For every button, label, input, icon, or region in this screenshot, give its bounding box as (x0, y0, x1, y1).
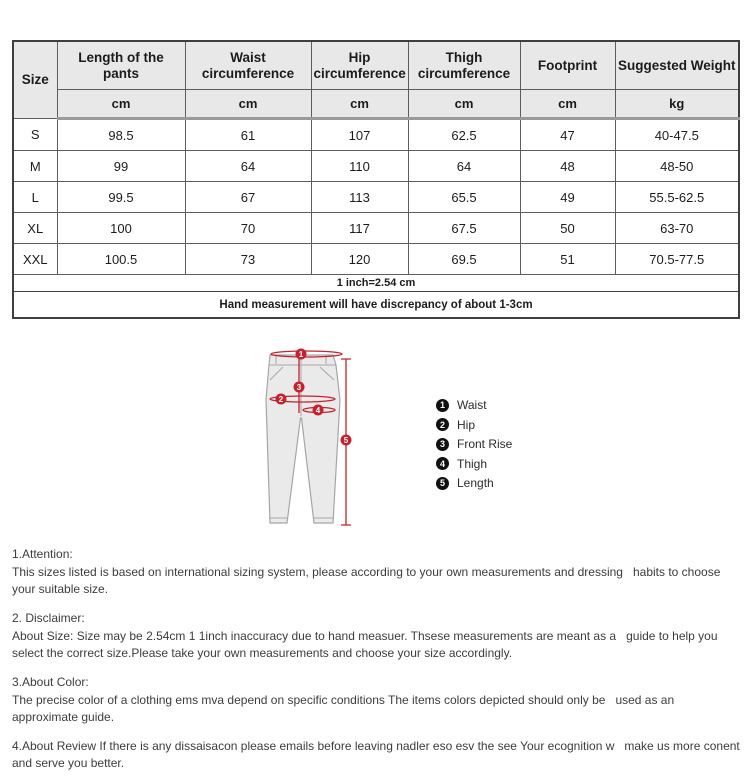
weight-cell: 55.5-62.5 (615, 182, 739, 213)
table-row-xxl (13, 244, 739, 275)
about-review-body: 4.About Review If there is any dissaisacon please emails before leaving nadler eso esv the see Your ecognition w make us more conent and serve you better. (12, 739, 744, 770)
pants-diagram-illustration (256, 342, 361, 537)
legend-item-thigh (436, 457, 512, 471)
legend-number-badge: 4 (436, 457, 449, 470)
hip-cell: 117 (311, 213, 408, 244)
table-note-inch-row (13, 275, 739, 292)
thigh-cell: 62.5 (408, 119, 520, 151)
waist-cell: 73 (185, 244, 311, 275)
waist-cell: 61 (185, 119, 311, 151)
hip-cell: 120 (311, 244, 408, 275)
notes-section (12, 546, 742, 784)
weight-cell: 40-47.5 (615, 119, 739, 151)
marker-1-waist: 1 (298, 349, 304, 359)
legend-item-front-rise (436, 437, 512, 451)
size-cell: XL (13, 213, 57, 244)
length-cell: 100.5 (57, 244, 185, 275)
footprint-cell: 51 (520, 244, 615, 275)
legend-number-badge: 1 (436, 399, 449, 412)
table-note-hand-row (13, 292, 739, 319)
table-row-xl (13, 213, 739, 244)
unit-cell: cm (57, 90, 185, 119)
footprint-cell: 48 (520, 151, 615, 182)
length-cell: 99 (57, 151, 185, 182)
size-cell: S (13, 119, 57, 151)
size-cell: M (13, 151, 57, 182)
waist-cell: 64 (185, 151, 311, 182)
weight-cell: 48-50 (615, 151, 739, 182)
legend-item-length (436, 476, 512, 490)
about-color-body: The precise color of a clothing ems mva depend on specific conditions The items colors depicted should only be used as an approximate guide. (12, 693, 678, 724)
length-cell: 98.5 (57, 119, 185, 151)
attention-section (12, 546, 742, 598)
marker-3-front-rise: 3 (296, 382, 302, 392)
waist-cell: 67 (185, 182, 311, 213)
unit-cell: kg (615, 90, 739, 119)
thigh-cell: 67.5 (408, 213, 520, 244)
legend-label: Front Rise (457, 437, 513, 451)
size-chart-table (12, 40, 740, 319)
marker-5-length: 5 (343, 435, 349, 445)
footprint-cell: 49 (520, 182, 615, 213)
inch-conversion-note: 1 inch=2.54 cm (13, 275, 739, 292)
legend-number-badge: 5 (436, 477, 449, 490)
footprint-cell: 50 (520, 213, 615, 244)
table-header-row (13, 41, 739, 90)
length-cell: 99.5 (57, 182, 185, 213)
unit-cell: cm (408, 90, 520, 119)
unit-cell: cm (520, 90, 615, 119)
unit-cell: cm (185, 90, 311, 119)
weight-cell: 63-70 (615, 213, 739, 244)
unit-cell: cm (311, 90, 408, 119)
hip-cell: 110 (311, 151, 408, 182)
hip-cell: 113 (311, 182, 408, 213)
table-row-s (13, 119, 739, 151)
measurement-legend (436, 398, 512, 496)
legend-item-waist (436, 398, 512, 412)
legend-item-hip (436, 418, 512, 432)
disclaimer-section (12, 610, 742, 662)
thigh-cell: 64 (408, 151, 520, 182)
marker-4-thigh: 4 (315, 405, 321, 415)
hand-measurement-note: Hand measurement will have discrepancy of about 1-3cm (13, 292, 739, 319)
table-row-m (13, 151, 739, 182)
about-color-section (12, 674, 742, 726)
column-header-weight: Suggested Weight (615, 41, 739, 90)
disclaimer-title: 2. Disclaimer: (12, 611, 85, 625)
disclaimer-body: About Size: Size may be 2.54cm 1 1inch inaccuracy due to hand measuer. Thsese measurements are meant as a guide to help you select the correct size.Please take your own measurements and choose your size accordingly. (12, 629, 721, 660)
legend-label: Thigh (457, 456, 488, 471)
column-header-footprint: Footprint (520, 41, 615, 90)
about-color-title: 3.About Color: (12, 675, 89, 689)
size-chart-section (12, 40, 740, 319)
column-header-thigh: Thigh circumference (408, 41, 520, 90)
column-header-size: Size (13, 41, 57, 119)
legend-label: Hip (457, 417, 476, 432)
attention-body: This sizes listed is based on international sizing system, please according to your own measurements and dressing habits to choose your suitable size. (12, 565, 724, 596)
column-header-length: Length of the pants (57, 41, 185, 90)
size-cell: L (13, 182, 57, 213)
waist-cell: 70 (185, 213, 311, 244)
legend-number-badge: 3 (436, 438, 449, 451)
thigh-cell: 65.5 (408, 182, 520, 213)
measurement-diagram-section (0, 340, 750, 545)
attention-title: 1.Attention: (12, 547, 73, 561)
marker-2-hip: 2 (278, 394, 284, 404)
thigh-cell: 69.5 (408, 244, 520, 275)
pants-outline (266, 355, 340, 523)
table-unit-row (13, 90, 739, 119)
size-cell: XXL (13, 244, 57, 275)
table-row-l (13, 182, 739, 213)
column-header-hip: Hip circumference (311, 41, 408, 90)
legend-number-badge: 2 (436, 418, 449, 431)
legend-label: Length (457, 476, 494, 490)
about-review-section (12, 738, 742, 772)
hip-cell: 107 (311, 119, 408, 151)
weight-cell: 70.5-77.5 (615, 244, 739, 275)
legend-label: Waist (457, 398, 487, 412)
column-header-waist: Waist circumference (185, 41, 311, 90)
length-cell: 100 (57, 213, 185, 244)
footprint-cell: 47 (520, 119, 615, 151)
